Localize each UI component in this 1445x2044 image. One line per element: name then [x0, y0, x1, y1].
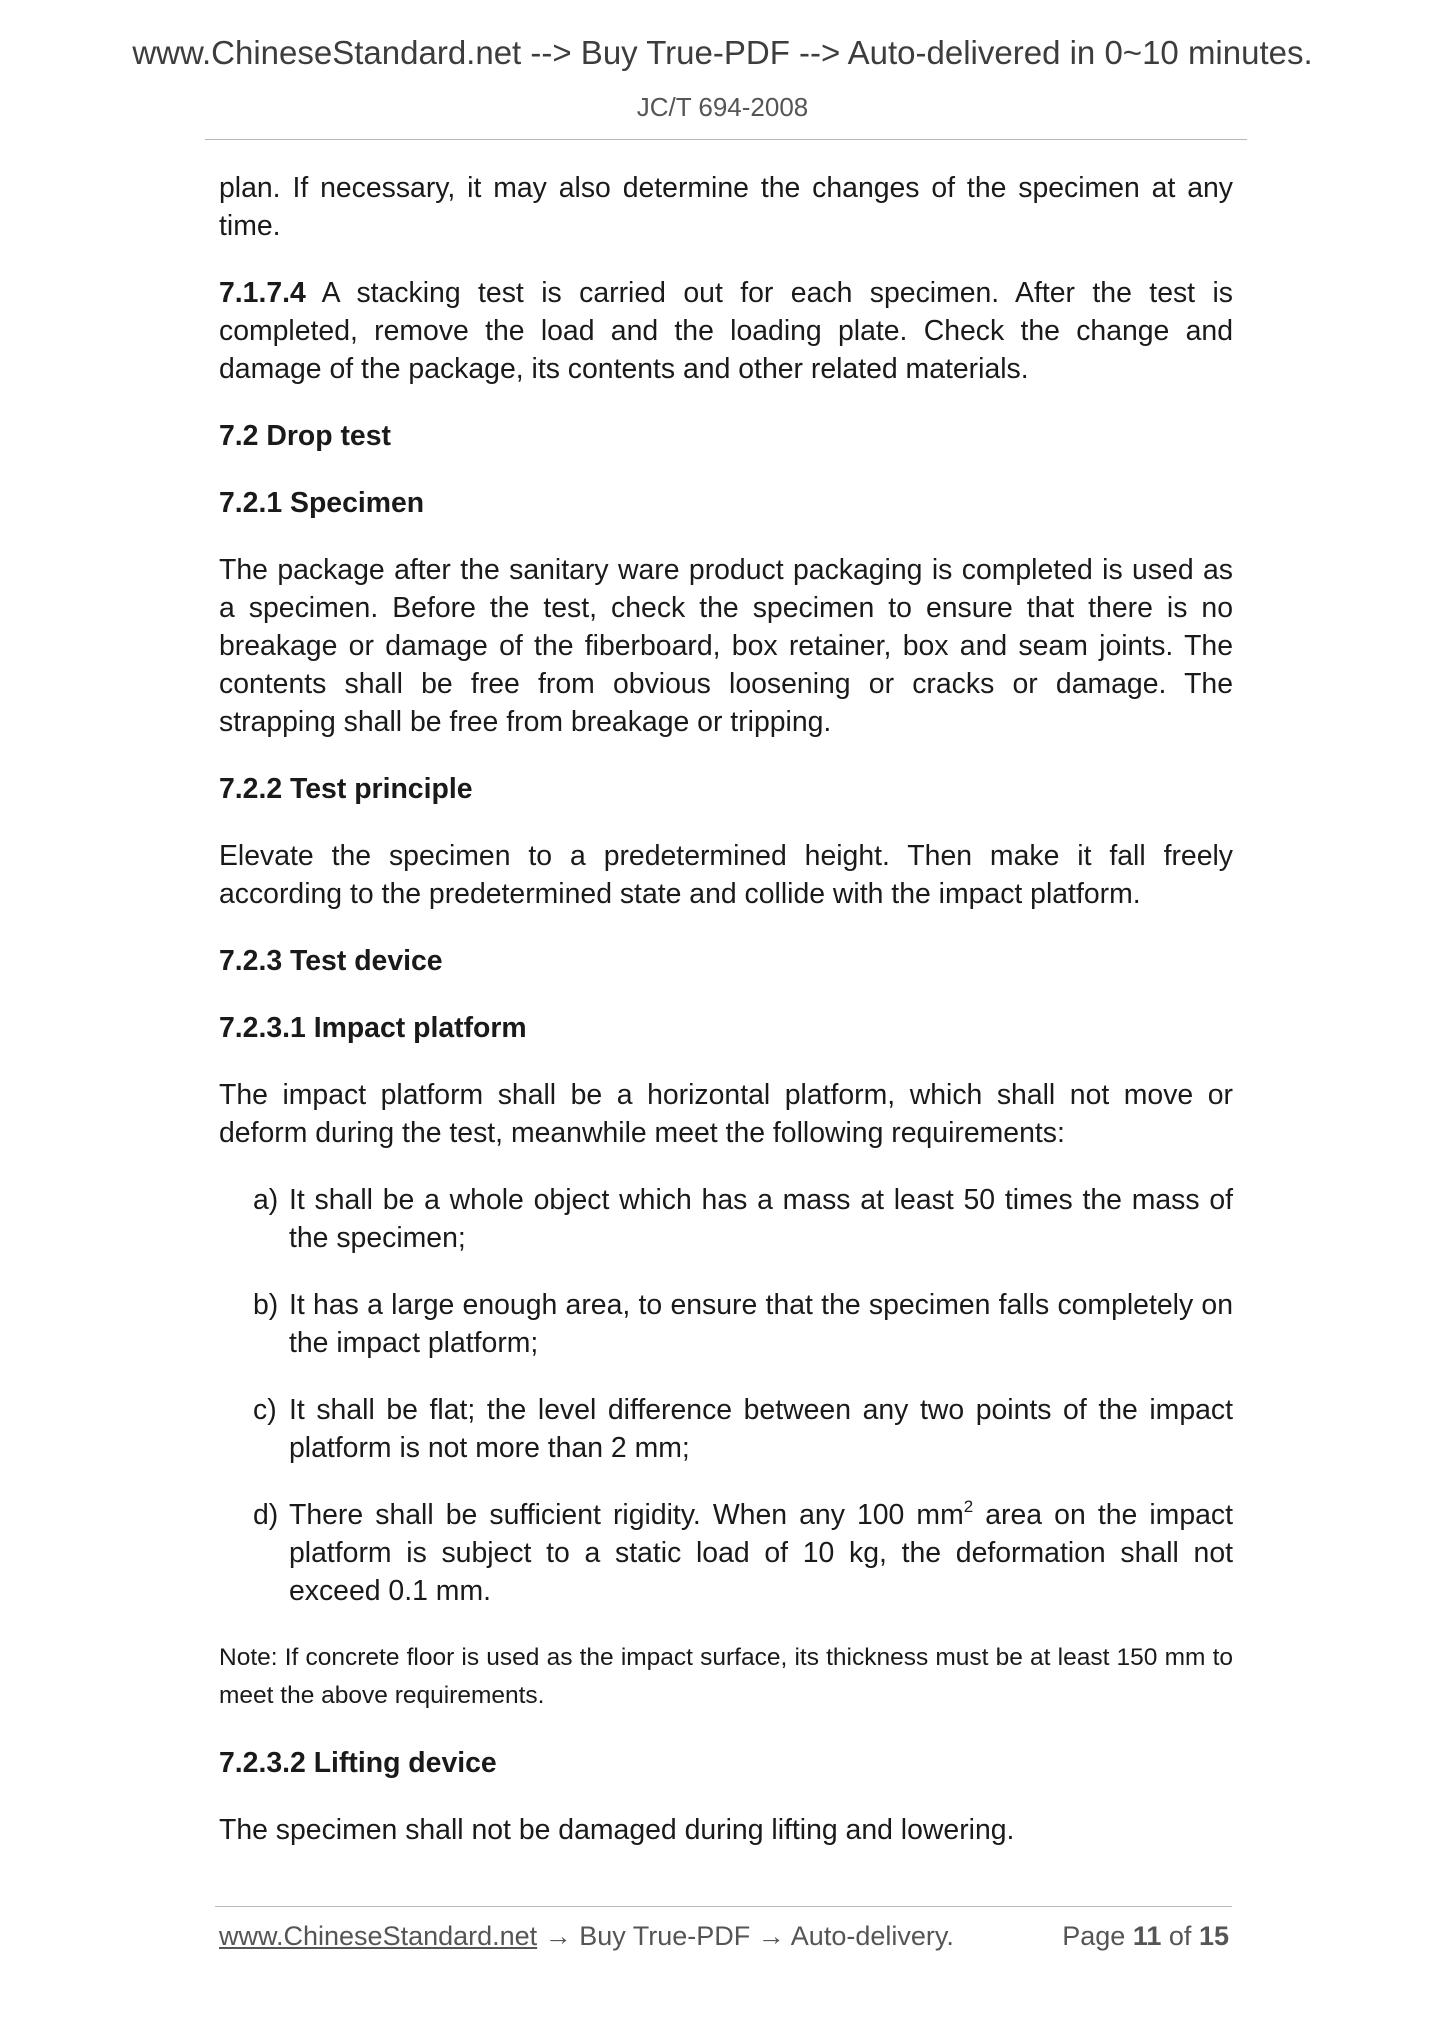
list-item-c [219, 1391, 1233, 1467]
list-item-d [219, 1496, 1233, 1610]
footer-buy-text: Buy True-PDF [579, 1921, 751, 1951]
footer-divider [215, 1906, 1232, 1907]
list-text: It shall be flat; the level difference between any two points of the impact platform is not more than 2 mm; [289, 1394, 1233, 1464]
heading-7-2-3: 7.2.3 Test device [219, 945, 443, 977]
list-text: It has a large enough area, to ensure that the specimen falls completely on the impact platform; [289, 1289, 1233, 1359]
document-body [219, 169, 1233, 1849]
site-banner: www.ChineseStandard.net --> Buy True-PDF --> Auto-delivered in 0~10 minutes. [132, 34, 1313, 71]
footer-delivery-text: Auto-delivery. [790, 1921, 954, 1951]
list-text-continued: area on the impact platform is subject to a static load of 10 kg, the deformation shall not exceed 0.1 mm. [289, 1499, 1233, 1607]
arrow-right-icon: → [757, 1921, 785, 1951]
of-label: of [1168, 1921, 1192, 1951]
list-marker: c) [253, 1394, 277, 1426]
note: Note: If concrete floor is used as the impact surface, its thickness must be at least 150 mm to meet the above requirements. [219, 1644, 1233, 1709]
list-text: There shall be sufficient rigidity. When any 100 mm [289, 1499, 964, 1531]
heading-7-2: 7.2 Drop test [219, 420, 391, 452]
clause-text: A stacking test is carried out for each specimen. After the test is completed, remove the load and the loading plate. Check the change and damage of the package, its contents and other related materials. [219, 277, 1233, 385]
footer-promo [219, 1921, 954, 1952]
current-page-number: 11 [1132, 1921, 1162, 1951]
clause-number: 7.1.7.4 [219, 277, 306, 309]
header-divider [205, 139, 1247, 140]
page-footer [219, 1921, 1229, 1961]
paragraph-continued: plan. If necessary, it may also determine the changes of the specimen at any time. [219, 172, 1233, 242]
heading-7-2-1: 7.2.1 Specimen [219, 487, 425, 519]
standard-code: JC/T 694-2008 [636, 92, 809, 122]
arrow-right-icon: → [544, 1921, 572, 1951]
paragraph-specimen: The package after the sanitary ware product packaging is completed is used as a specimen. Before the test, check the specimen to ensure that there is no breakage or damage of the fiberboard, box retainer, box and seam joints. The contents shall be free from obvious loosening or cracks or damage. The strapping shall be free from breakage or tripping. [219, 554, 1233, 738]
list-marker: a) [253, 1184, 279, 1216]
list-text: It shall be a whole object which has a mass at least 50 times the mass of the specimen; [289, 1184, 1233, 1254]
list-item-b [219, 1286, 1233, 1362]
heading-7-2-2: 7.2.2 Test principle [219, 773, 473, 805]
page-label: Page [1062, 1921, 1126, 1951]
heading-7-2-3-1: 7.2.3.1 Impact platform [219, 1012, 527, 1044]
paragraph-impact-platform: The impact platform shall be a horizontal platform, which shall not move or deform during the test, meanwhile meet the following requirements: [219, 1079, 1233, 1149]
paragraph-lifting-device: The specimen shall not be damaged during lifting and lowering. [219, 1814, 1015, 1846]
list-item-a [219, 1181, 1233, 1257]
list-marker: b) [253, 1289, 279, 1321]
clause-7-1-7-4 [219, 274, 1233, 388]
list-marker: d) [253, 1499, 279, 1531]
total-page-count: 15 [1198, 1921, 1229, 1951]
footer-site-link[interactable]: www.ChineseStandard.net [219, 1921, 538, 1951]
heading-7-2-3-2: 7.2.3.2 Lifting device [219, 1747, 497, 1779]
page-indicator [1062, 1921, 1229, 1952]
paragraph-test-principle: Elevate the specimen to a predetermined height. Then make it fall freely according to the predetermined state and collide with the impact platform. [219, 840, 1233, 910]
superscript: 2 [963, 1496, 974, 1516]
